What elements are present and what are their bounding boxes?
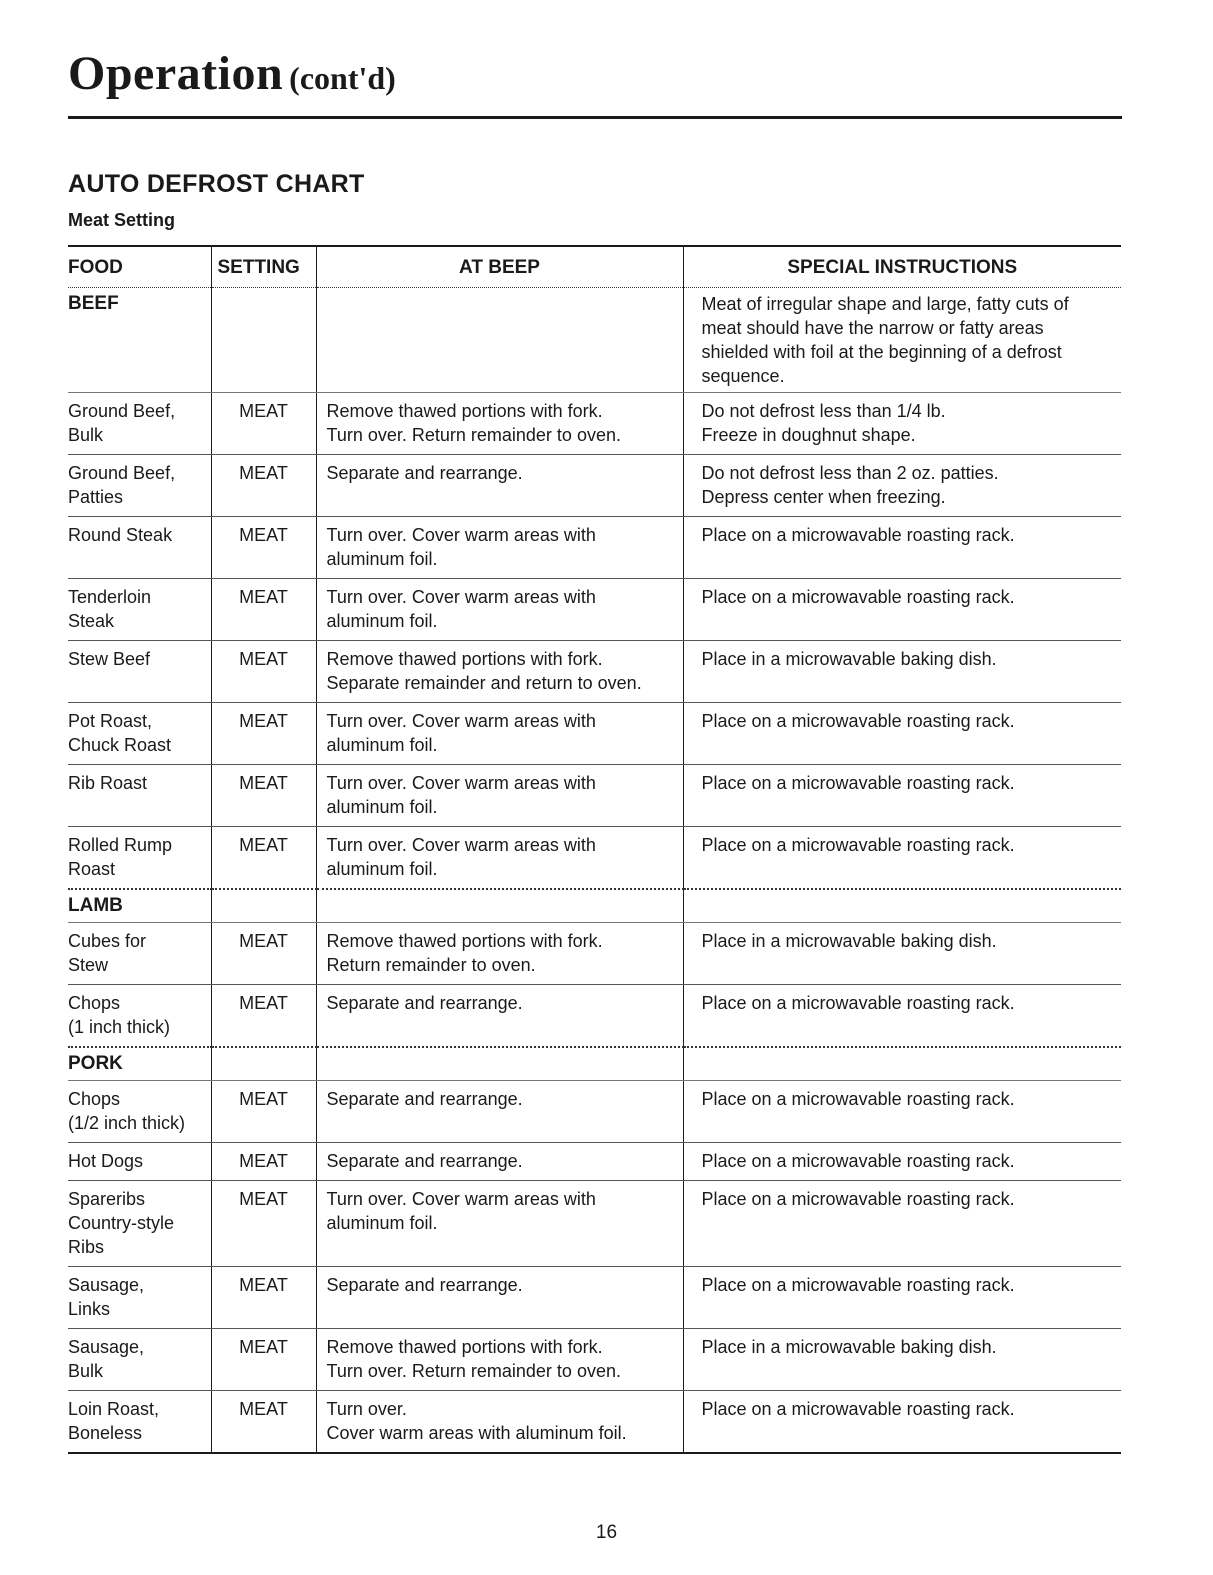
category-label: BEEF [68, 288, 211, 393]
at-beep-cell: Separate and rearrange. [316, 1081, 683, 1143]
instructions-cell: Place on a microwavable roasting rack. [683, 703, 1121, 765]
table-row [68, 703, 1121, 765]
food-cell: Ground Beef, Patties [68, 455, 211, 517]
instructions-cell: Place on a microwavable roasting rack. [683, 985, 1121, 1048]
food-cell: Cubes for Stew [68, 923, 211, 985]
setting-cell: MEAT [211, 1081, 316, 1143]
table-row [68, 1329, 1121, 1391]
column-header-food: FOOD [68, 246, 211, 288]
food-cell: Rolled Rump Roast [68, 827, 211, 890]
food-cell: Rib Roast [68, 765, 211, 827]
table-row [68, 455, 1121, 517]
setting-cell: MEAT [211, 1143, 316, 1181]
instructions-cell: Place on a microwavable roasting rack. [683, 1081, 1121, 1143]
food-cell: Sausage, Bulk [68, 1329, 211, 1391]
food-cell: Spareribs Country-style Ribs [68, 1181, 211, 1267]
instructions-cell: Do not defrost less than 2 oz. patties. Depress center when freezing. [683, 455, 1121, 517]
table-header-row [68, 246, 1121, 288]
setting-cell: MEAT [211, 1329, 316, 1391]
page-title [68, 46, 1122, 101]
food-cell: Chops (1/2 inch thick) [68, 1081, 211, 1143]
at-beep-cell: Separate and rearrange. [316, 455, 683, 517]
food-cell: Pot Roast, Chuck Roast [68, 703, 211, 765]
table-row [68, 1267, 1121, 1329]
column-header-setting: SETTING [211, 246, 316, 288]
setting-cell: MEAT [211, 765, 316, 827]
food-cell: Sausage, Links [68, 1267, 211, 1329]
column-header-special-instructions: SPECIAL INSTRUCTIONS [683, 246, 1121, 288]
table-row [68, 923, 1121, 985]
at-beep-cell: Turn over. Cover warm areas with aluminum foil. [316, 703, 683, 765]
at-beep-cell: Separate and rearrange. [316, 985, 683, 1048]
auto-defrost-chart [68, 245, 1121, 1454]
table-row [68, 1181, 1121, 1267]
section-title: AUTO DEFROST CHART [68, 170, 365, 198]
table-row [68, 1081, 1121, 1143]
at-beep-cell: Remove thawed portions with fork. Turn over. Return remainder to oven. [316, 1329, 683, 1391]
category-row-pork [68, 1047, 1121, 1081]
instructions-cell: Place on a microwavable roasting rack. [683, 1391, 1121, 1454]
setting-cell: MEAT [211, 579, 316, 641]
food-cell: Ground Beef, Bulk [68, 393, 211, 455]
at-beep-cell: Remove thawed portions with fork. Separate remainder and return to oven. [316, 641, 683, 703]
table-row [68, 827, 1121, 890]
header-divider [68, 116, 1122, 119]
table-row [68, 985, 1121, 1048]
food-cell: Stew Beef [68, 641, 211, 703]
setting-cell: MEAT [211, 1391, 316, 1454]
food-cell: Round Steak [68, 517, 211, 579]
instructions-cell: Place on a microwavable roasting rack. [683, 827, 1121, 890]
instructions-cell: Place on a microwavable roasting rack. [683, 765, 1121, 827]
setting-cell: MEAT [211, 1181, 316, 1267]
page-header [68, 46, 1122, 101]
page-title-main: Operation [68, 47, 284, 100]
category-row-beef [68, 288, 1121, 393]
setting-cell: MEAT [211, 641, 316, 703]
instructions-cell: Do not defrost less than 1/4 lb. Freeze in doughnut shape. [683, 393, 1121, 455]
setting-cell: MEAT [211, 1267, 316, 1329]
food-cell: Loin Roast, Boneless [68, 1391, 211, 1454]
section-subtitle: Meat Setting [68, 210, 176, 230]
table-row [68, 641, 1121, 703]
table-row [68, 579, 1121, 641]
table-row [68, 1143, 1121, 1181]
setting-cell: MEAT [211, 985, 316, 1048]
at-beep-cell: Separate and rearrange. [316, 1143, 683, 1181]
table-row [68, 393, 1121, 455]
instructions-cell: Place in a microwavable baking dish. [683, 923, 1121, 985]
instructions-cell: Place on a microwavable roasting rack. [683, 579, 1121, 641]
food-cell: Chops (1 inch thick) [68, 985, 211, 1048]
setting-cell: MEAT [211, 703, 316, 765]
instructions-cell: Place on a microwavable roasting rack. [683, 517, 1121, 579]
setting-cell: MEAT [211, 517, 316, 579]
at-beep-cell: Turn over. Cover warm areas with aluminum foil. [316, 1391, 683, 1454]
instructions-cell: Place on a microwavable roasting rack. [683, 1267, 1121, 1329]
page-title-subtitle: (cont'd) [289, 60, 396, 96]
column-header-at-beep: AT BEEP [316, 246, 683, 288]
instructions-cell: Place in a microwavable baking dish. [683, 1329, 1121, 1391]
at-beep-cell: Remove thawed portions with fork. Return remainder to oven. [316, 923, 683, 985]
instructions-cell: Place on a microwavable roasting rack. [683, 1181, 1121, 1267]
setting-cell: MEAT [211, 827, 316, 890]
page-number: 16 [595, 1522, 618, 1543]
at-beep-cell: Turn over. Cover warm areas with aluminum foil. [316, 1181, 683, 1267]
at-beep-cell: Separate and rearrange. [316, 1267, 683, 1329]
food-cell: Hot Dogs [68, 1143, 211, 1181]
setting-cell: MEAT [211, 455, 316, 517]
table-row [68, 517, 1121, 579]
table-row [68, 765, 1121, 827]
food-cell: Tenderloin Steak [68, 579, 211, 641]
at-beep-cell: Remove thawed portions with fork. Turn over. Return remainder to oven. [316, 393, 683, 455]
category-note: Meat of irregular shape and large, fatty cuts of meat should have the narrow or fatty areas shielded with foil at the beginning of a defrost sequence. [683, 288, 1121, 393]
at-beep-cell: Turn over. Cover warm areas with aluminum foil. [316, 765, 683, 827]
category-label: PORK [68, 1047, 211, 1081]
table-row [68, 1391, 1121, 1454]
instructions-cell: Place in a microwavable baking dish. [683, 641, 1121, 703]
at-beep-cell: Turn over. Cover warm areas with aluminum foil. [316, 827, 683, 890]
setting-cell: MEAT [211, 923, 316, 985]
instructions-cell: Place on a microwavable roasting rack. [683, 1143, 1121, 1181]
category-label: LAMB [68, 889, 211, 923]
at-beep-cell: Turn over. Cover warm areas with aluminum foil. [316, 517, 683, 579]
setting-cell: MEAT [211, 393, 316, 455]
at-beep-cell: Turn over. Cover warm areas with aluminum foil. [316, 579, 683, 641]
category-row-lamb [68, 889, 1121, 923]
